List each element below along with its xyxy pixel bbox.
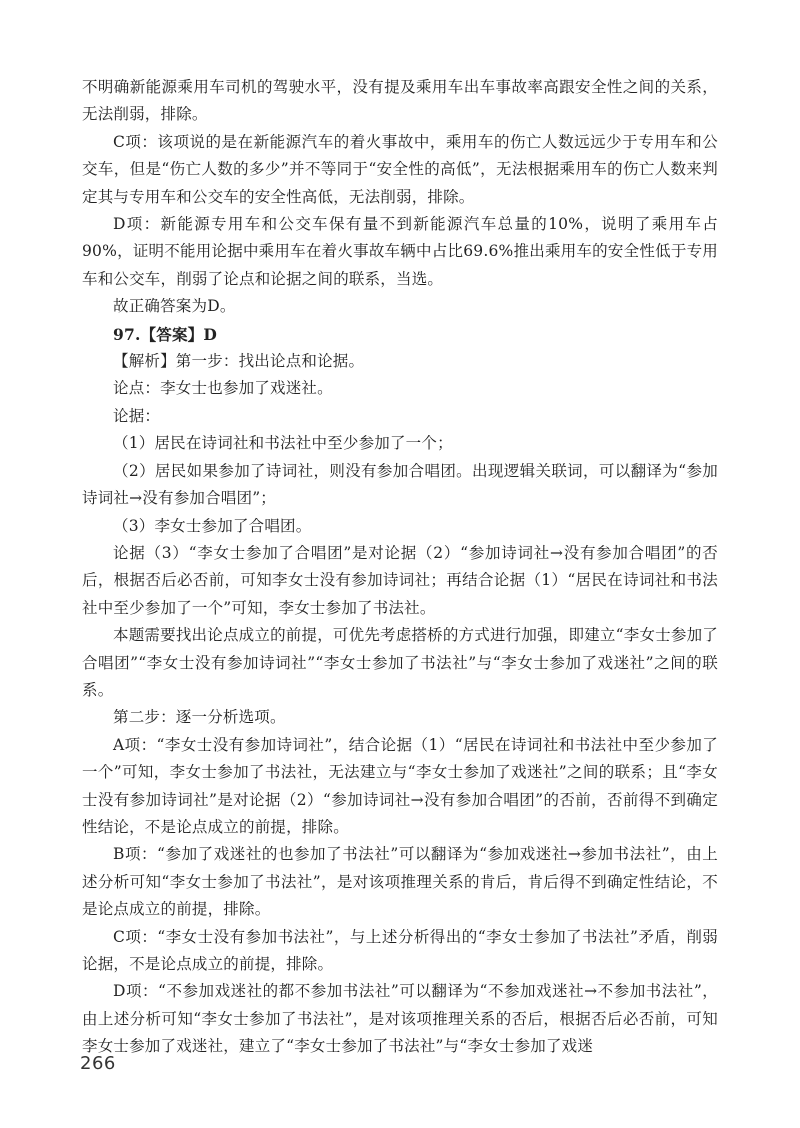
paragraph-continuation: 不明确新能源乘用车司机的驾驶水平，没有提及乘用车出车事故率高跟安全性之间的关系，无法削弱，排除。 — [82, 78, 718, 124]
paragraph-evidence-heading: 论据： — [113, 406, 161, 425]
paragraph-evidence-3: （3）李女士参加了合唱团。 — [113, 516, 312, 535]
document-body — [82, 74, 718, 1061]
paragraph-evidence-2: （2）居民如果参加了诗词社，则没有参加合唱团。出现逻辑关联词，可以翻译为“参加诗词社→没有参加合唱团”； — [82, 461, 718, 508]
paragraph-option-d-analysis: D项：新能源专用车和公交车保有量不到新能源汽车总量的10%，说明了乘用车占90%，证明不能用论据中乘用车在着火事故车辆中占比69.6%推出乘用车的安全性低于专用车和公交车，削弱了论点和论据之间的联系，当选。 — [82, 215, 718, 288]
paragraph-option-c: C项：“李女士没有参加书法社”，与上述分析得出的“李女士参加了书法社”矛盾，削弱论据，不是论点成立的前提，排除。 — [82, 927, 718, 973]
page-number: 266 — [80, 1053, 116, 1074]
paragraph-argument-point: 论点：李女士也参加了戏迷社。 — [113, 379, 333, 398]
paragraph-correct-answer: 故正确答案为D。 — [113, 297, 236, 316]
paragraph-option-b: B项：“参加了戏迷社的也参加了书法社”可以翻译为“参加戏迷社→参加书法社”，由上述分析可知“李女士参加了书法社”，是对该项推理关系的肯后，肯后得不到确定性结论，不是论点成立的前提，排除。 — [82, 845, 718, 919]
paragraph-reasoning: 论据（3）“李女士参加了合唱团”是对论据（2）“参加诗词社→没有参加合唱团”的否后，根据否后必否前，可知李女士没有参加诗词社；再结合论据（1）“居民在诗词社和书法社中至少参加了一个”可知，李女士参加了书法社。 — [82, 543, 718, 617]
paragraph-premise-approach: 本题需要找出论点成立的前提，可优先考虑搭桥的方式进行加强，即建立“李女士参加了合唱团”“李女士没有参加诗词社”“李女士参加了书法社”与“李女士参加了戏迷社”之间的联系。 — [82, 626, 718, 699]
paragraph-evidence-1: （1）居民在诗词社和书法社中至少参加了一个； — [113, 434, 453, 453]
paragraph-option-d: D项：“不参加戏迷社的都不参加书法社”可以翻译为“不参加戏迷社→不参加书法社”，由上述分析可知“李女士参加了书法社”，是对该项推理关系的否后，根据否后必否前，可知李女士参加了戏迷社，建立了“李女士参加了书法社”与“李女士参加了戏迷 — [82, 982, 718, 1056]
paragraph-option-c-analysis: C项：该项说的是在新能源汽车的着火事故中，乘用车的伤亡人数远远少于专用车和公交车，但是“伤亡人数的多少”并不等同于“安全性的高低”，无法根据乘用车的伤亡人数来判定其与专用车和公交车的安全性高低，无法削弱，排除。 — [82, 132, 718, 206]
paragraph-step-two: 第二步：逐一分析选项。 — [113, 708, 286, 727]
paragraph-option-a: A项：“李女士没有参加诗词社”，结合论据（1）“居民在诗词社和书法社中至少参加了一个”可知，李女士参加了书法社，无法建立与“李女士参加了戏迷社”之间的联系；且“李女士没有参加诗词社”是对论据（2）“参加诗词社→没有参加合唱团”的否前，否前得不到确定性结论，不是论点成立的前提，排除。 — [82, 735, 718, 836]
paragraph-analysis-step-one: 【解析】第一步：找出论点和论据。 — [113, 352, 365, 371]
question-97-answer: 97.【答案】D — [113, 324, 218, 344]
